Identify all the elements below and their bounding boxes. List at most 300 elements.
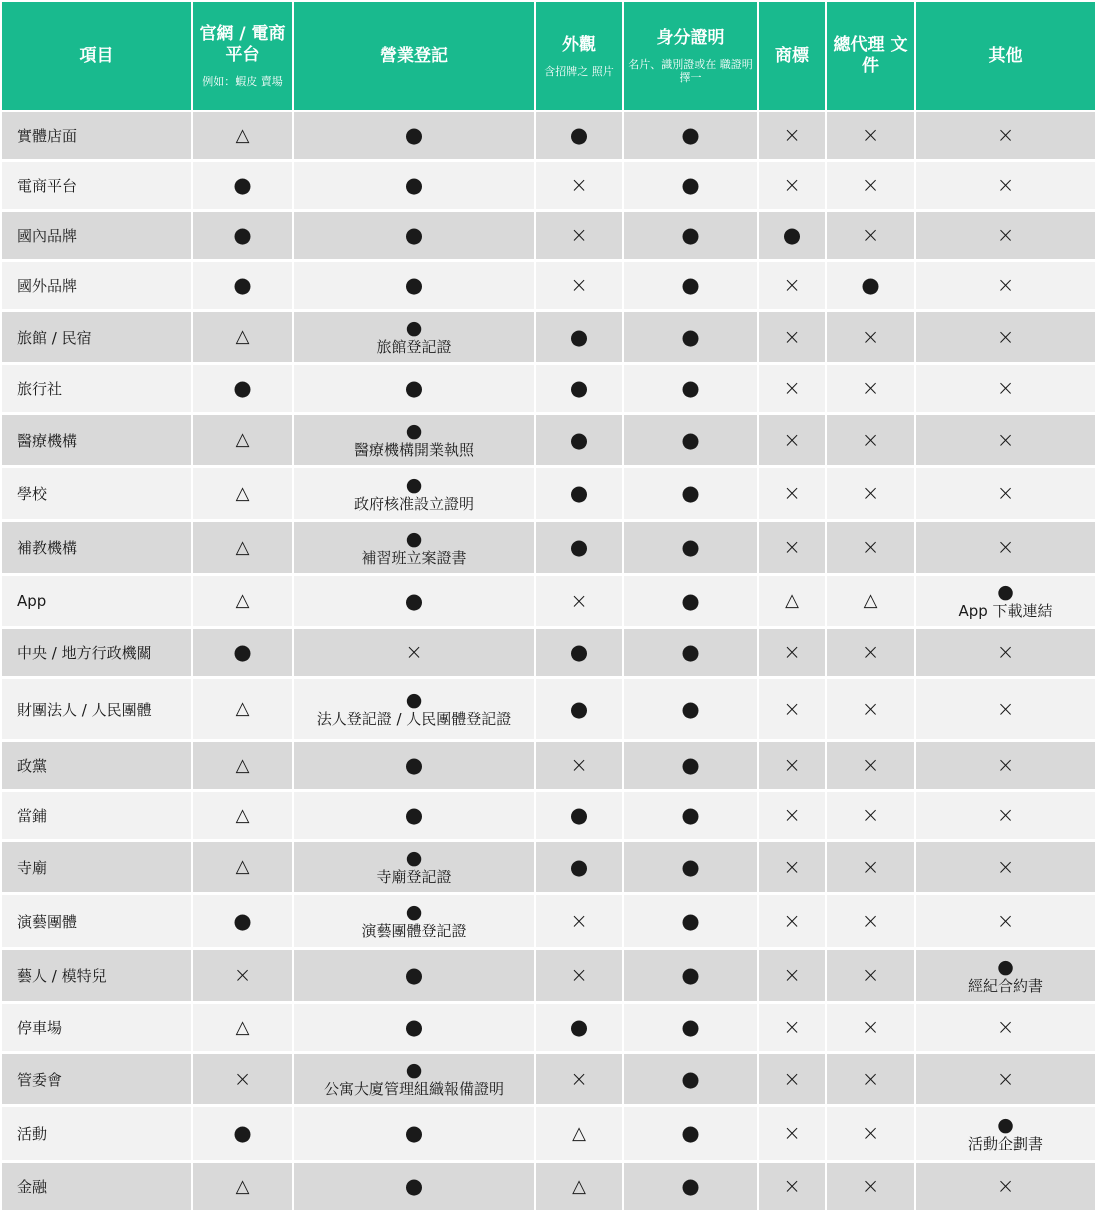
optional-triangle-icon: △: [235, 856, 250, 877]
required-dot-icon: ●: [569, 640, 589, 664]
cell-with-note: [324, 1061, 504, 1097]
cross-icon: ×: [783, 1174, 801, 1198]
table-cell: [193, 415, 294, 468]
table-cell: [624, 742, 759, 792]
row-item-label: 實體店面: [2, 112, 193, 162]
table-cell: [916, 312, 1095, 365]
table-cell: [193, 792, 294, 842]
table-cell: [294, 950, 536, 1004]
table-row: [2, 679, 1095, 742]
required-dot-icon: ●: [405, 317, 423, 339]
table-cell: [827, 629, 916, 679]
table-cell: [827, 1054, 916, 1107]
table-cell: [536, 792, 624, 842]
cross-icon: ×: [783, 854, 801, 879]
required-dot-icon: ●: [681, 640, 700, 664]
table-cell: [759, 365, 827, 415]
table-cell: [294, 1054, 536, 1107]
cell-with-note: [376, 849, 451, 885]
table-cell: [916, 576, 1095, 629]
table-cell: [193, 522, 294, 576]
table-cell: [294, 1004, 536, 1054]
cross-icon: ×: [783, 173, 801, 197]
cross-icon: ×: [783, 753, 801, 777]
cross-icon: ×: [861, 640, 880, 664]
cross-icon: ×: [996, 324, 1015, 349]
table-cell: [759, 162, 827, 212]
table-cell: [827, 262, 916, 312]
row-item-label: App: [2, 576, 193, 629]
cell-note: 補習班立案證書: [361, 548, 467, 567]
required-dot-icon: ●: [681, 481, 700, 505]
table-cell: [624, 842, 759, 895]
cross-icon: ×: [570, 963, 588, 987]
required-dot-icon: ●: [997, 1113, 1014, 1136]
table-cell: [624, 629, 759, 679]
requirements-table: [2, 2, 1095, 1213]
cross-icon: ×: [783, 1015, 801, 1039]
column-header-other: [916, 2, 1095, 112]
required-dot-icon: ●: [404, 223, 424, 247]
table-cell: [193, 468, 294, 522]
column-header-label: 其他: [988, 45, 1023, 66]
cross-icon: ×: [861, 223, 880, 247]
cross-icon: ×: [996, 854, 1015, 879]
required-dot-icon: ●: [681, 1015, 700, 1039]
required-dot-icon: ●: [569, 1015, 589, 1039]
table-cell: [294, 468, 536, 522]
table-cell: [536, 895, 624, 950]
table-cell: [294, 679, 536, 742]
table-cell: [827, 742, 916, 792]
cell-with-note: [376, 319, 451, 355]
required-dot-icon: ●: [681, 173, 700, 197]
required-dot-icon: ●: [569, 376, 589, 400]
required-dot-icon: ●: [681, 588, 700, 613]
cross-icon: ×: [783, 535, 801, 559]
table-cell: [193, 1004, 294, 1054]
table-cell: [916, 1107, 1095, 1163]
row-item-label: 演藝團體: [2, 895, 193, 950]
cross-icon: ×: [783, 123, 801, 147]
required-dot-icon: ●: [681, 223, 700, 247]
table-header: [2, 2, 1095, 112]
cross-icon: ×: [861, 376, 880, 400]
required-dot-icon: ●: [405, 901, 423, 923]
required-dot-icon: ●: [233, 1121, 252, 1145]
cross-icon: ×: [861, 1121, 880, 1145]
table-row: [2, 629, 1095, 679]
table-cell: [916, 629, 1095, 679]
row-item-label: 學校: [2, 468, 193, 522]
required-dot-icon: ●: [681, 1121, 700, 1145]
table-cell: [536, 112, 624, 162]
cross-icon: ×: [861, 481, 880, 505]
column-header-label: 官網 / 電商平台: [199, 24, 286, 65]
cross-icon: ×: [996, 223, 1015, 247]
table-cell: [294, 522, 536, 576]
column-header-label: 總代理 文件: [833, 35, 908, 76]
cross-icon: ×: [996, 1015, 1015, 1039]
table-cell: [827, 112, 916, 162]
required-dot-icon: ●: [569, 481, 589, 505]
required-dot-icon: ●: [681, 963, 700, 987]
cell-note: 旅館登記證: [376, 338, 452, 356]
cross-icon: ×: [405, 640, 423, 664]
table-cell: [624, 415, 759, 468]
cross-icon: ×: [570, 273, 588, 297]
table-row: [2, 1054, 1095, 1107]
required-dot-icon: ●: [681, 324, 700, 349]
cell-note: 政府核准設立證明: [353, 494, 474, 513]
cell-note: 公寓大廈管理組織報備證明: [323, 1080, 504, 1098]
required-dot-icon: ●: [681, 854, 700, 879]
table-row: [2, 895, 1095, 950]
required-dot-icon: ●: [233, 376, 252, 400]
table-cell: [916, 522, 1095, 576]
cross-icon: ×: [570, 1066, 588, 1091]
table-cell: [536, 1004, 624, 1054]
table-row: [2, 312, 1095, 365]
table-row: [2, 365, 1095, 415]
cell-with-note: [361, 903, 466, 939]
required-dot-icon: ●: [681, 908, 700, 933]
cross-icon: ×: [861, 535, 880, 559]
cross-icon: ×: [996, 535, 1015, 559]
cross-icon: ×: [861, 324, 880, 349]
cross-icon: ×: [233, 1066, 252, 1091]
column-header-sublabel: 名片、識別證或在 職證明擇一: [628, 58, 753, 84]
table-cell: [294, 415, 536, 468]
row-item-label: 藝人 / 模特兒: [2, 950, 193, 1004]
table-cell: [759, 212, 827, 262]
table-cell: [193, 842, 294, 895]
cross-icon: ×: [996, 696, 1015, 721]
cell-note: App 下載連結: [958, 602, 1053, 620]
row-item-label: 活動: [2, 1107, 193, 1163]
column-header-label: 項目: [79, 45, 114, 66]
table-row: [2, 742, 1095, 792]
table-cell: [916, 1004, 1095, 1054]
table-cell: [193, 365, 294, 415]
cell-note: 醫療機構開業執照: [353, 441, 474, 459]
table-cell: [294, 895, 536, 950]
column-header-label: 營業登記: [380, 45, 448, 66]
table-row: [2, 522, 1095, 576]
required-dot-icon: ●: [681, 427, 700, 452]
cross-icon: ×: [861, 753, 880, 777]
table-row: [2, 1163, 1095, 1213]
table-cell: [624, 1054, 759, 1107]
required-dot-icon: ●: [681, 696, 700, 721]
table-cell: [536, 415, 624, 468]
column-header-sublabel: 含招牌之 照片: [544, 64, 614, 78]
required-dot-icon: ●: [404, 376, 424, 400]
row-item-label: 寺廟: [2, 842, 193, 895]
table-cell: [916, 842, 1095, 895]
column-header-website: [193, 2, 294, 112]
required-dot-icon: ●: [405, 1059, 423, 1081]
table-cell: [916, 895, 1095, 950]
cross-icon: ×: [996, 273, 1015, 297]
optional-triangle-icon: △: [235, 482, 250, 504]
table-cell: [624, 792, 759, 842]
cross-icon: ×: [861, 963, 880, 987]
table-cell: [624, 468, 759, 522]
table-cell: [759, 1054, 827, 1107]
required-dot-icon: ●: [404, 273, 424, 297]
table-cell: [624, 312, 759, 365]
table-cell: [536, 1163, 624, 1213]
cross-icon: ×: [783, 324, 801, 349]
required-dot-icon: ●: [997, 955, 1014, 978]
cross-icon: ×: [996, 640, 1015, 664]
cross-icon: ×: [570, 908, 588, 933]
table-cell: [536, 212, 624, 262]
table-cell: [536, 1054, 624, 1107]
row-item-label: 醫療機構: [2, 415, 193, 468]
row-item-label: 管委會: [2, 1054, 193, 1107]
required-dot-icon: ●: [404, 963, 424, 987]
table-cell: [294, 1107, 536, 1163]
required-dot-icon: ●: [861, 273, 880, 297]
table-cell: [294, 212, 536, 262]
cross-icon: ×: [570, 753, 588, 777]
table-cell: [536, 365, 624, 415]
required-dot-icon: ●: [569, 696, 589, 721]
table-cell: [759, 792, 827, 842]
optional-triangle-icon: △: [235, 124, 250, 146]
row-item-label: 財團法人 / 人民團體: [2, 679, 193, 742]
cell-with-note: [354, 422, 474, 458]
cross-icon: ×: [861, 1174, 880, 1198]
required-dot-icon: ●: [569, 535, 589, 559]
cross-icon: ×: [570, 588, 588, 613]
cross-icon: ×: [996, 173, 1015, 197]
table-cell: [827, 950, 916, 1004]
cross-icon: ×: [783, 427, 801, 452]
required-dot-icon: ●: [681, 123, 700, 147]
table-cell: [193, 742, 294, 792]
required-dot-icon: ●: [782, 223, 802, 247]
optional-triangle-icon: △: [235, 698, 250, 719]
table-cell: [759, 679, 827, 742]
table-cell: [916, 212, 1095, 262]
table-cell: [916, 950, 1095, 1004]
table-cell: [624, 1004, 759, 1054]
optional-triangle-icon: △: [235, 429, 250, 450]
table-cell: [759, 1004, 827, 1054]
table-cell: [759, 112, 827, 162]
cross-icon: ×: [861, 1015, 880, 1039]
table-cell: [624, 1107, 759, 1163]
table-cell: [294, 312, 536, 365]
optional-triangle-icon: △: [785, 590, 799, 611]
table-cell: [193, 262, 294, 312]
table-cell: [294, 792, 536, 842]
table-cell: [827, 162, 916, 212]
table-cell: [759, 950, 827, 1004]
table-row: [2, 950, 1095, 1004]
optional-triangle-icon: △: [235, 754, 250, 776]
table-cell: [536, 468, 624, 522]
cell-with-note: [967, 955, 1043, 995]
table-cell: [916, 112, 1095, 162]
cross-icon: ×: [783, 963, 801, 987]
required-dot-icon: ●: [405, 847, 423, 869]
optional-triangle-icon: △: [572, 1122, 586, 1144]
table-cell: [536, 842, 624, 895]
table-cell: [916, 1163, 1095, 1213]
table-cell: [827, 468, 916, 522]
required-dot-icon: ●: [233, 223, 252, 247]
column-header-label: 商標: [775, 45, 809, 66]
cell-note: 經紀合約書: [967, 976, 1043, 995]
table-cell: [294, 629, 536, 679]
row-item-label: 中央 / 地方行政機關: [2, 629, 193, 679]
table-cell: [536, 522, 624, 576]
column-header-item: [2, 2, 193, 112]
table-cell: [624, 950, 759, 1004]
table-cell: [624, 212, 759, 262]
table-cell: [624, 365, 759, 415]
table-cell: [916, 679, 1095, 742]
cross-icon: ×: [783, 273, 801, 297]
table-row: [2, 1107, 1095, 1163]
required-dot-icon: ●: [681, 376, 700, 400]
required-dot-icon: ●: [569, 123, 589, 147]
cross-icon: ×: [996, 427, 1015, 452]
column-header-trademark: [759, 2, 827, 112]
table-cell: [193, 679, 294, 742]
cross-icon: ×: [861, 427, 880, 452]
required-dot-icon: ●: [569, 803, 589, 827]
required-dot-icon: ●: [404, 803, 424, 827]
table-row: [2, 262, 1095, 312]
cross-icon: ×: [996, 1174, 1015, 1198]
table-cell: [294, 162, 536, 212]
table-cell: [193, 1163, 294, 1213]
table-cell: [624, 576, 759, 629]
table-row: [2, 576, 1095, 629]
required-dot-icon: ●: [405, 527, 423, 550]
required-dot-icon: ●: [404, 123, 424, 147]
optional-triangle-icon: △: [235, 1175, 250, 1197]
cell-note: 活動企劃書: [967, 1134, 1043, 1153]
column-header-label: 身分證明: [656, 28, 725, 48]
required-dot-icon: ●: [404, 173, 424, 197]
table-cell: [536, 312, 624, 365]
table-cell: [759, 742, 827, 792]
cross-icon: ×: [861, 803, 880, 827]
table-cell: [827, 842, 916, 895]
cross-icon: ×: [996, 908, 1015, 933]
cross-icon: ×: [861, 123, 880, 147]
row-item-label: 國外品牌: [2, 262, 193, 312]
optional-triangle-icon: △: [235, 804, 250, 826]
table-cell: [193, 162, 294, 212]
column-header-distributor-docs: [827, 2, 916, 112]
optional-triangle-icon: △: [235, 536, 250, 558]
row-item-label: 停車場: [2, 1004, 193, 1054]
column-header-label: 外觀: [562, 34, 596, 55]
table-row: [2, 212, 1095, 262]
row-item-label: 旅行社: [2, 365, 193, 415]
table-body: [2, 112, 1095, 1213]
table-cell: [759, 415, 827, 468]
table-cell: [536, 679, 624, 742]
table-cell: [759, 895, 827, 950]
table-cell: [759, 576, 827, 629]
table-cell: [294, 365, 536, 415]
table-cell: [759, 312, 827, 365]
table-cell: [759, 842, 827, 895]
table-cell: [624, 679, 759, 742]
table-cell: [916, 365, 1095, 415]
required-dot-icon: ●: [681, 1066, 700, 1091]
cross-icon: ×: [783, 640, 801, 664]
cell-note: 寺廟登記證: [376, 868, 452, 886]
cross-icon: ×: [783, 376, 801, 400]
column-header-identity-proof: [624, 2, 759, 112]
table-cell: [827, 365, 916, 415]
cell-with-note: [353, 473, 474, 513]
cell-with-note: [361, 527, 467, 567]
cross-icon: ×: [233, 963, 252, 987]
table-cell: [193, 212, 294, 262]
row-item-label: 當鋪: [2, 792, 193, 842]
cross-icon: ×: [783, 696, 801, 721]
table-cell: [624, 522, 759, 576]
table-cell: [827, 792, 916, 842]
required-dot-icon: ●: [681, 803, 700, 827]
table-cell: [759, 522, 827, 576]
required-dot-icon: ●: [405, 689, 423, 711]
table-cell: [294, 576, 536, 629]
table-cell: [827, 212, 916, 262]
table-cell: [193, 1054, 294, 1107]
required-dot-icon: ●: [997, 581, 1014, 603]
required-dot-icon: ●: [233, 173, 252, 197]
table-cell: [916, 792, 1095, 842]
table-cell: [759, 468, 827, 522]
cross-icon: ×: [570, 173, 588, 197]
cross-icon: ×: [996, 481, 1015, 505]
cross-icon: ×: [996, 803, 1015, 827]
table-row: [2, 112, 1095, 162]
table-cell: [916, 1054, 1095, 1107]
cross-icon: ×: [861, 1066, 880, 1091]
table-cell: [827, 1163, 916, 1213]
table-row: [2, 842, 1095, 895]
table-row: [2, 468, 1095, 522]
table-cell: [193, 576, 294, 629]
column-header-appearance: [536, 2, 624, 112]
table-cell: [827, 1107, 916, 1163]
required-dot-icon: ●: [404, 588, 424, 613]
table-cell: [759, 1107, 827, 1163]
cross-icon: ×: [861, 173, 880, 197]
table-cell: [827, 576, 916, 629]
cross-icon: ×: [996, 1066, 1015, 1091]
table-cell: [916, 162, 1095, 212]
optional-triangle-icon: △: [863, 590, 878, 611]
row-item-label: 電商平台: [2, 162, 193, 212]
cell-note: 演藝團體登記證: [361, 922, 467, 940]
column-header-business-registration: [294, 2, 536, 112]
cell-note: 法人登記證 / 人民團體登記證: [316, 710, 512, 728]
cross-icon: ×: [996, 753, 1015, 777]
